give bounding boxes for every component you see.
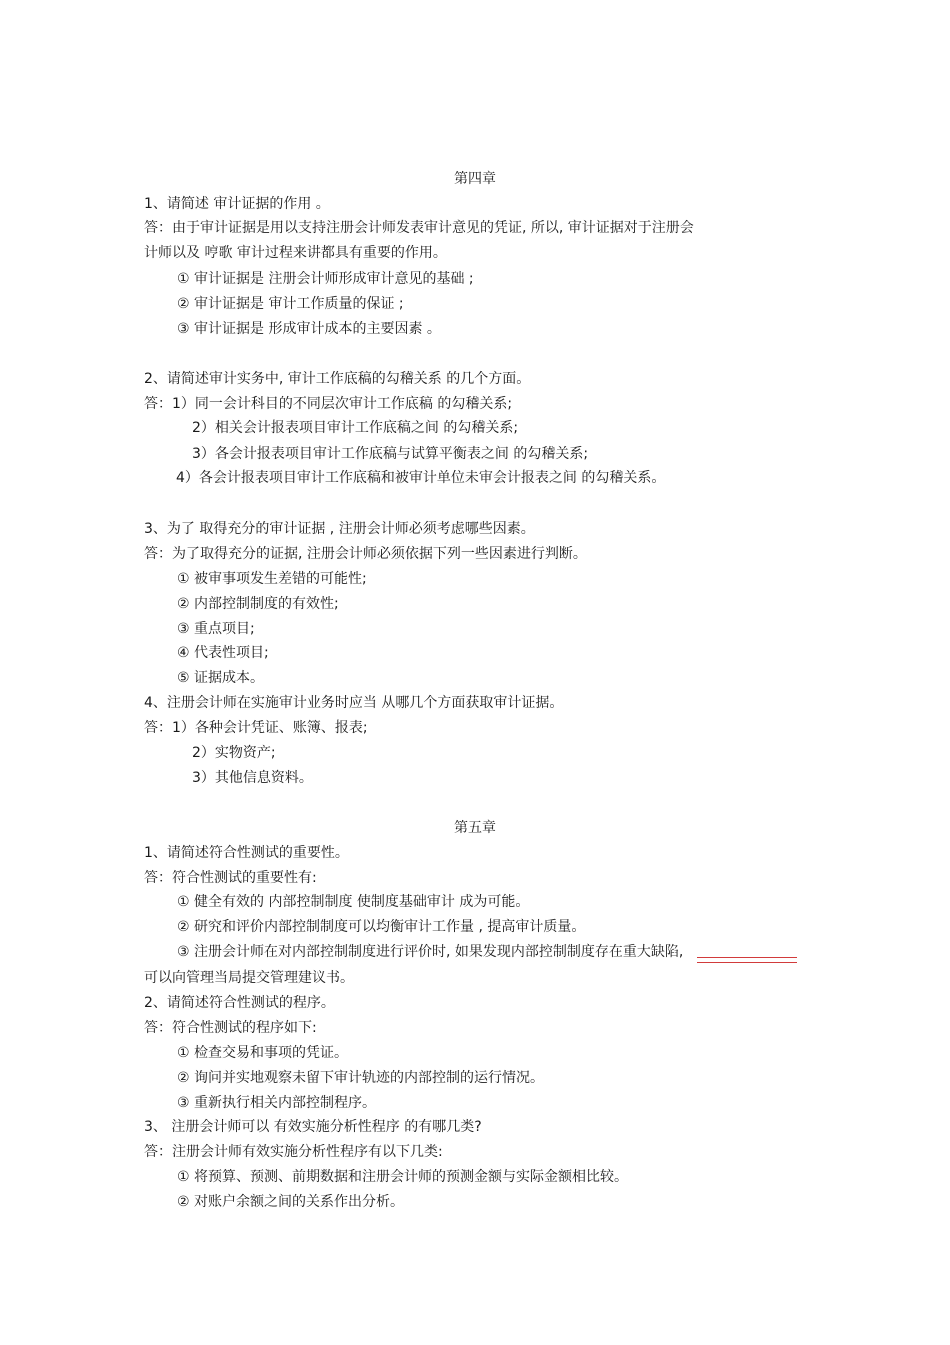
ch4-q2-item: 3）各会计报表项目审计工作底稿与试算平衡表之间 的勾稽关系;: [192, 446, 589, 462]
chapter-4-title: 第四章: [454, 171, 496, 187]
ch4-q1-item: ② 审计证据是 审计工作质量的保证 ;: [177, 296, 404, 312]
ch5-q1-item: ③ 注册会计师在对内部控制制度进行评价时, 如果发现内部控制制度存在重大缺陷,: [177, 944, 684, 960]
ch4-q2-item: 答：1）同一会计科目的不同层次审计工作底稿 的勾稽关系;: [144, 396, 513, 412]
ch5-q3-question: 3、 注册会计师可以 有效实施分析性程序 的有哪几类?: [144, 1119, 482, 1135]
ch4-q4-question: 4、注册会计师在实施审计业务时应当 从哪几个方面获取审计证据。: [144, 695, 564, 711]
ch5-q3-item: ① 将预算、预测、前期数据和注册会计师的预测金额与实际金额相比较。: [177, 1169, 628, 1185]
ch4-q4-item: 3）其他信息资料。: [192, 770, 313, 786]
ch5-q1-item: ② 研究和评价内部控制制度可以均衡审计工作量 , 提高审计质量。: [177, 919, 586, 935]
ch4-q4-item: 答：1）各种会计凭证、账簿、报表;: [144, 720, 368, 736]
ch4-q3-item: ① 被审事项发生差错的可能性;: [177, 571, 367, 587]
ch5-q1-item: ① 健全有效的 内部控制制度 使制度基础审计 成为可能。: [177, 894, 530, 910]
ch5-q2-item: ① 检查交易和事项的凭证。: [177, 1045, 349, 1061]
ch4-q2-question: 2、请简述审计实务中, 审计工作底稿的勾稽关系 的几个方面。: [144, 371, 531, 387]
ch5-q2-question: 2、请简述符合性测试的程序。: [144, 995, 335, 1011]
ch4-q2-item: 2）相关会计报表项目审计工作底稿之间 的勾稽关系;: [192, 420, 519, 436]
ch4-q1-item: ③ 审计证据是 形成审计成本的主要因素 。: [177, 321, 441, 337]
ch4-q3-item: ④ 代表性项目;: [177, 645, 269, 661]
ch5-q2-item: ② 询问并实地观察未留下审计轨迹的内部控制的运行情况。: [177, 1070, 544, 1086]
ch4-q1-answer-line2: 计师以及 哼歌 审计过程来讲都具有重要的作用。: [144, 245, 447, 261]
ch4-q1-item: ① 审计证据是 注册会计师形成审计意见的基础 ;: [177, 271, 474, 287]
ch5-q3-item: ② 对账户余额之间的关系作出分析。: [177, 1194, 405, 1210]
ch4-q1-question: 1、请简述 审计证据的作用 。: [144, 196, 330, 212]
ch4-q3-item: ③ 重点项目;: [177, 621, 255, 637]
ch5-q2-answer: 答：符合性测试的程序如下:: [144, 1020, 317, 1036]
ch4-q4-item: 2）实物资产;: [192, 745, 276, 761]
ch4-q1-answer-line1: 答：由于审计证据是用以支持注册会计师发表审计意见的凭证, 所以, 审计证据对于注册会: [144, 220, 694, 236]
ch4-q2-item: 4）各会计报表项目审计工作底稿和被审计单位未审会计报表之间 的勾稽关系。: [176, 470, 666, 486]
ch5-q1-question: 1、请简述符合性测试的重要性。: [144, 845, 349, 861]
ch5-q3-answer: 答：注册会计师有效实施分析性程序有以下几类:: [144, 1144, 443, 1160]
ch4-q3-item: ⑤ 证据成本。: [177, 670, 265, 686]
chapter-5-title: 第五章: [454, 820, 496, 836]
ch4-q3-question: 3、为了 取得充分的审计证据 , 注册会计师必须考虑哪些因素。: [144, 521, 535, 537]
ch4-q3-item: ② 内部控制制度的有效性;: [177, 596, 339, 612]
ch4-q3-answer: 答：为了取得充分的证据, 注册会计师必须依据下列一些因素进行判断。: [144, 546, 587, 562]
ch5-q1-answer: 答：符合性测试的重要性有:: [144, 870, 317, 886]
ch5-q1-continuation: 可以向管理当局提交管理建议书。: [144, 970, 354, 986]
spellcheck-underline: [697, 957, 797, 963]
ch5-q2-item: ③ 重新执行相关内部控制程序。: [177, 1095, 377, 1111]
